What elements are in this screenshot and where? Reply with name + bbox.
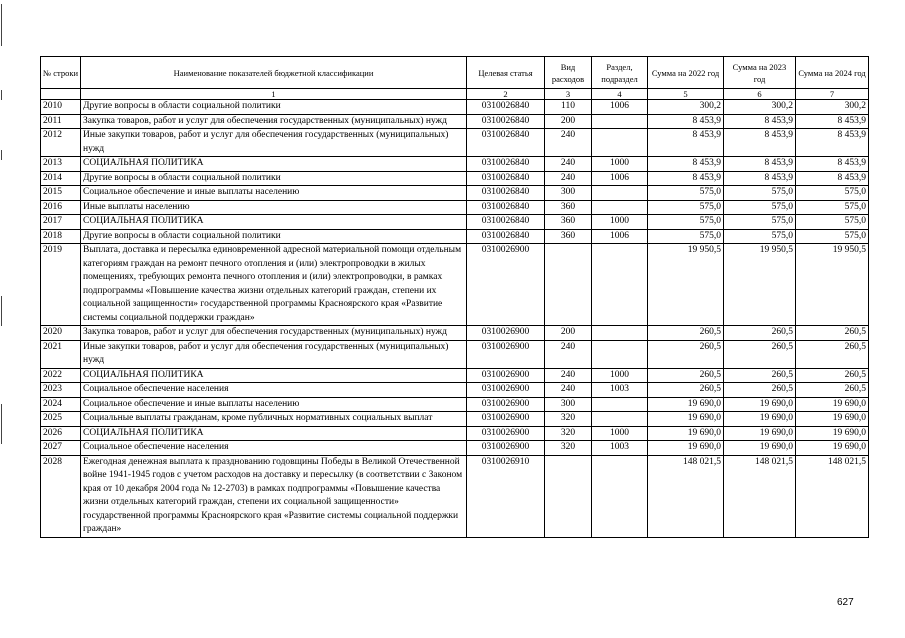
row-type bbox=[545, 455, 592, 537]
scan-mark bbox=[1, 296, 2, 326]
row-number: 2011 bbox=[41, 114, 81, 129]
row-section: 1006 bbox=[592, 171, 648, 186]
row-sum-2022: 8 453,9 bbox=[648, 114, 724, 129]
scan-mark bbox=[1, 90, 2, 100]
row-sum-2022: 575,0 bbox=[648, 186, 724, 201]
row-name: Социальное обеспечение и иные выплаты населению bbox=[81, 186, 467, 201]
row-target: 0310026840 bbox=[467, 200, 545, 215]
row-sum-2024: 575,0 bbox=[796, 186, 869, 201]
row-type: 110 bbox=[545, 100, 592, 115]
column-number: 3 bbox=[545, 89, 592, 100]
row-sum-2024: 575,0 bbox=[796, 200, 869, 215]
row-target: 0310026840 bbox=[467, 229, 545, 244]
table-row bbox=[41, 114, 869, 129]
row-sum-2024: 260,5 bbox=[796, 326, 869, 341]
row-section bbox=[592, 412, 648, 427]
row-target: 0310026900 bbox=[467, 326, 545, 341]
row-name: Другие вопросы в области социальной политики bbox=[81, 229, 467, 244]
row-name: Социальное обеспечение и иные выплаты населению bbox=[81, 397, 467, 412]
row-target: 0310026900 bbox=[467, 412, 545, 427]
row-section bbox=[592, 114, 648, 129]
row-target: 0310026840 bbox=[467, 157, 545, 172]
row-name: Иные закупки товаров, работ и услуг для обеспечения государственных (муниципальных) нужд bbox=[81, 340, 467, 368]
row-name: СОЦИАЛЬНАЯ ПОЛИТИКА bbox=[81, 426, 467, 441]
row-type: 360 bbox=[545, 200, 592, 215]
row-type: 240 bbox=[545, 368, 592, 383]
row-name: Социальное обеспечение населения bbox=[81, 441, 467, 456]
row-section bbox=[592, 397, 648, 412]
row-sum-2022: 8 453,9 bbox=[648, 157, 724, 172]
table-row bbox=[41, 157, 869, 172]
table-row bbox=[41, 244, 869, 326]
row-sum-2022: 19 690,0 bbox=[648, 412, 724, 427]
table-row bbox=[41, 100, 869, 115]
row-name: Социальные выплаты гражданам, кроме публичных нормативных социальных выплат bbox=[81, 412, 467, 427]
row-sum-2024: 19 950,5 bbox=[796, 244, 869, 326]
table-row bbox=[41, 326, 869, 341]
row-sum-2023: 148 021,5 bbox=[724, 455, 796, 537]
row-type: 240 bbox=[545, 340, 592, 368]
row-number: 2023 bbox=[41, 383, 81, 398]
row-sum-2022: 19 690,0 bbox=[648, 397, 724, 412]
row-type bbox=[545, 244, 592, 326]
row-target: 0310026840 bbox=[467, 114, 545, 129]
row-type: 360 bbox=[545, 215, 592, 230]
row-section: 1003 bbox=[592, 383, 648, 398]
row-sum-2023: 260,5 bbox=[724, 340, 796, 368]
row-name: Иные выплаты населению bbox=[81, 200, 467, 215]
row-sum-2022: 260,5 bbox=[648, 383, 724, 398]
row-sum-2023: 8 453,9 bbox=[724, 114, 796, 129]
row-name: СОЦИАЛЬНАЯ ПОЛИТИКА bbox=[81, 368, 467, 383]
row-section: 1000 bbox=[592, 215, 648, 230]
row-sum-2023: 8 453,9 bbox=[724, 157, 796, 172]
row-sum-2022: 19 690,0 bbox=[648, 441, 724, 456]
row-target: 0310026900 bbox=[467, 397, 545, 412]
row-number: 2025 bbox=[41, 412, 81, 427]
column-number: 7 bbox=[796, 89, 869, 100]
row-name: Закупка товаров, работ и услуг для обеспечения государственных (муниципальных) нужд bbox=[81, 326, 467, 341]
budget-table bbox=[40, 56, 869, 538]
row-section: 1006 bbox=[592, 229, 648, 244]
row-number: 2014 bbox=[41, 171, 81, 186]
row-sum-2024: 8 453,9 bbox=[796, 157, 869, 172]
row-sum-2022: 575,0 bbox=[648, 229, 724, 244]
header-target: Целевая статья bbox=[467, 57, 545, 89]
row-number: 2013 bbox=[41, 157, 81, 172]
row-sum-2024: 260,5 bbox=[796, 368, 869, 383]
row-target: 0310026840 bbox=[467, 215, 545, 230]
row-sum-2024: 575,0 bbox=[796, 229, 869, 244]
table-row bbox=[41, 441, 869, 456]
row-target: 0310026900 bbox=[467, 426, 545, 441]
row-type: 240 bbox=[545, 129, 592, 157]
row-sum-2023: 260,5 bbox=[724, 326, 796, 341]
row-sum-2023: 300,2 bbox=[724, 100, 796, 115]
row-section bbox=[592, 455, 648, 537]
row-type: 200 bbox=[545, 114, 592, 129]
table-row bbox=[41, 383, 869, 398]
header-row-no: № строки bbox=[41, 57, 81, 89]
table-row bbox=[41, 200, 869, 215]
row-target: 0310026900 bbox=[467, 441, 545, 456]
row-name: СОЦИАЛЬНАЯ ПОЛИТИКА bbox=[81, 157, 467, 172]
row-sum-2022: 260,5 bbox=[648, 340, 724, 368]
row-number: 2028 bbox=[41, 455, 81, 537]
row-section bbox=[592, 340, 648, 368]
row-sum-2024: 8 453,9 bbox=[796, 114, 869, 129]
row-name: СОЦИАЛЬНАЯ ПОЛИТИКА bbox=[81, 215, 467, 230]
scan-mark bbox=[1, 150, 2, 160]
row-number: 2021 bbox=[41, 340, 81, 368]
row-sum-2024: 19 690,0 bbox=[796, 412, 869, 427]
table-row bbox=[41, 412, 869, 427]
column-number: 1 bbox=[81, 89, 467, 100]
row-section bbox=[592, 129, 648, 157]
row-name: Закупка товаров, работ и услуг для обеспечения государственных (муниципальных) нужд bbox=[81, 114, 467, 129]
table-row bbox=[41, 455, 869, 537]
row-sum-2024: 300,2 bbox=[796, 100, 869, 115]
table-header-row bbox=[41, 57, 869, 89]
row-section bbox=[592, 200, 648, 215]
row-section: 1000 bbox=[592, 157, 648, 172]
row-number: 2020 bbox=[41, 326, 81, 341]
header-sum-2022: Сумма на 2022 год bbox=[648, 57, 724, 89]
row-target: 0310026900 bbox=[467, 383, 545, 398]
row-sum-2022: 19 950,5 bbox=[648, 244, 724, 326]
column-number: 6 bbox=[724, 89, 796, 100]
row-target: 0310026840 bbox=[467, 129, 545, 157]
row-type: 300 bbox=[545, 397, 592, 412]
row-number: 2015 bbox=[41, 186, 81, 201]
row-name: Другие вопросы в области социальной политики bbox=[81, 171, 467, 186]
column-number bbox=[41, 89, 81, 100]
row-sum-2024: 19 690,0 bbox=[796, 426, 869, 441]
header-name: Наименование показателей бюджетной классификации bbox=[81, 57, 467, 89]
row-sum-2023: 19 690,0 bbox=[724, 426, 796, 441]
row-sum-2022: 260,5 bbox=[648, 326, 724, 341]
row-sum-2024: 19 690,0 bbox=[796, 441, 869, 456]
row-sum-2022: 575,0 bbox=[648, 215, 724, 230]
row-target: 0310026900 bbox=[467, 340, 545, 368]
row-section bbox=[592, 186, 648, 201]
row-target: 0310026900 bbox=[467, 368, 545, 383]
row-sum-2024: 19 690,0 bbox=[796, 397, 869, 412]
row-sum-2023: 19 690,0 bbox=[724, 412, 796, 427]
row-section: 1003 bbox=[592, 441, 648, 456]
row-number: 2017 bbox=[41, 215, 81, 230]
row-name: Ежегодная денежная выплата к празднованию годовщины Победы в Великой Отечественной войне 1941-1945 годов с учетом расходов на доставку и пересылку (в соответствии с Законом края от 10 декабря 2004 года № 12-2703) в рамках подпрограммы «Повышение качества жизни отдельных категорий граждан, степени их социальной защищенности» государственной программы Красноярского края «Развитие системы социальной поддержки граждан» bbox=[81, 455, 467, 537]
row-sum-2022: 148 021,5 bbox=[648, 455, 724, 537]
row-name: Иные закупки товаров, работ и услуг для обеспечения государственных (муниципальных) нужд bbox=[81, 129, 467, 157]
row-sum-2022: 300,2 bbox=[648, 100, 724, 115]
header-type: Вид расходов bbox=[545, 57, 592, 89]
row-name: Выплата, доставка и пересылка единовременной адресной материальной помощи отдельным категориям граждан на ремонт печного отопления и (или) электропроводки в жилых помещениях, требующих ремонта печного отопления и (или) электропроводки, в рамках подпрограммы «Повышение качества жизни отдельных категорий граждан, степени их социальной защищенности» государственной программы Красноярского края «Развитие системы социальной поддержки граждан» bbox=[81, 244, 467, 326]
row-number: 2026 bbox=[41, 426, 81, 441]
row-section: 1006 bbox=[592, 100, 648, 115]
row-sum-2023: 575,0 bbox=[724, 229, 796, 244]
table-row bbox=[41, 229, 869, 244]
row-sum-2024: 260,5 bbox=[796, 383, 869, 398]
row-sum-2022: 19 690,0 bbox=[648, 426, 724, 441]
row-target: 0310026840 bbox=[467, 171, 545, 186]
row-sum-2024: 260,5 bbox=[796, 340, 869, 368]
row-sum-2023: 19 690,0 bbox=[724, 397, 796, 412]
row-sum-2023: 8 453,9 bbox=[724, 129, 796, 157]
row-section bbox=[592, 244, 648, 326]
row-sum-2023: 260,5 bbox=[724, 383, 796, 398]
row-sum-2023: 575,0 bbox=[724, 200, 796, 215]
row-section bbox=[592, 326, 648, 341]
table-row bbox=[41, 215, 869, 230]
column-number: 2 bbox=[467, 89, 545, 100]
row-sum-2024: 575,0 bbox=[796, 215, 869, 230]
row-sum-2024: 8 453,9 bbox=[796, 171, 869, 186]
row-sum-2022: 575,0 bbox=[648, 200, 724, 215]
row-target: 0310026910 bbox=[467, 455, 545, 537]
row-sum-2023: 19 690,0 bbox=[724, 441, 796, 456]
table-row bbox=[41, 426, 869, 441]
table-row bbox=[41, 186, 869, 201]
table-row bbox=[41, 340, 869, 368]
row-number: 2012 bbox=[41, 129, 81, 157]
row-section: 1000 bbox=[592, 368, 648, 383]
row-type: 300 bbox=[545, 186, 592, 201]
row-sum-2023: 260,5 bbox=[724, 368, 796, 383]
row-sum-2022: 260,5 bbox=[648, 368, 724, 383]
header-sum-2024: Сумма на 2024 год bbox=[796, 57, 869, 89]
row-number: 2022 bbox=[41, 368, 81, 383]
row-number: 2024 bbox=[41, 397, 81, 412]
column-number: 5 bbox=[648, 89, 724, 100]
row-type: 320 bbox=[545, 412, 592, 427]
row-type: 200 bbox=[545, 326, 592, 341]
row-target: 0310026840 bbox=[467, 186, 545, 201]
row-type: 320 bbox=[545, 441, 592, 456]
row-target: 0310026840 bbox=[467, 100, 545, 115]
header-section: Раздел, подраздел bbox=[592, 57, 648, 89]
row-sum-2022: 8 453,9 bbox=[648, 129, 724, 157]
scan-mark bbox=[1, 4, 2, 46]
row-section: 1000 bbox=[592, 426, 648, 441]
row-number: 2027 bbox=[41, 441, 81, 456]
scan-mark bbox=[1, 404, 2, 444]
row-sum-2022: 8 453,9 bbox=[648, 171, 724, 186]
header-sum-2023: Сумма на 2023 год bbox=[724, 57, 796, 89]
row-number: 2010 bbox=[41, 100, 81, 115]
column-numbers-row bbox=[41, 89, 869, 100]
row-name: Другие вопросы в области социальной политики bbox=[81, 100, 467, 115]
row-type: 240 bbox=[545, 157, 592, 172]
row-type: 240 bbox=[545, 171, 592, 186]
row-sum-2023: 19 950,5 bbox=[724, 244, 796, 326]
row-type: 360 bbox=[545, 229, 592, 244]
row-sum-2024: 148 021,5 bbox=[796, 455, 869, 537]
row-sum-2023: 575,0 bbox=[724, 186, 796, 201]
column-number: 4 bbox=[592, 89, 648, 100]
table-row bbox=[41, 129, 869, 157]
table-row bbox=[41, 368, 869, 383]
row-sum-2024: 8 453,9 bbox=[796, 129, 869, 157]
row-number: 2019 bbox=[41, 244, 81, 326]
row-sum-2023: 8 453,9 bbox=[724, 171, 796, 186]
row-name: Социальное обеспечение населения bbox=[81, 383, 467, 398]
page-number: 627 bbox=[837, 597, 854, 608]
table-row bbox=[41, 171, 869, 186]
row-number: 2018 bbox=[41, 229, 81, 244]
row-sum-2023: 575,0 bbox=[724, 215, 796, 230]
row-type: 240 bbox=[545, 383, 592, 398]
row-number: 2016 bbox=[41, 200, 81, 215]
row-type: 320 bbox=[545, 426, 592, 441]
row-target: 0310026900 bbox=[467, 244, 545, 326]
table-row bbox=[41, 397, 869, 412]
